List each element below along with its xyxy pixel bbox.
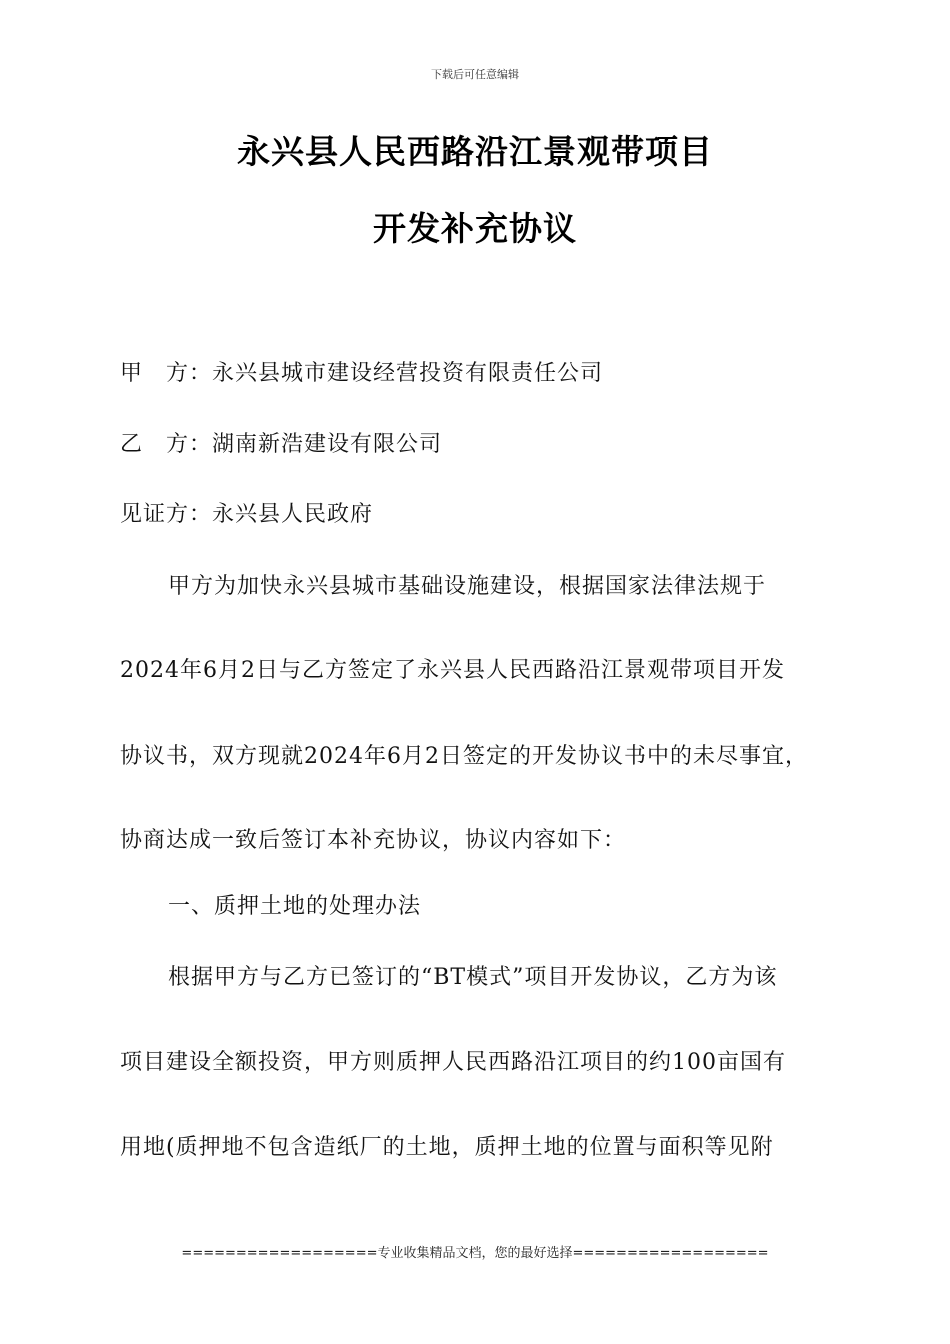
- party-a-line: 甲 方：永兴县城市建设经营投资有限责任公司: [120, 361, 604, 386]
- intro-paragraph-line: 甲方为加快永兴县城市基础设施建设，根据国家法律法规于: [168, 574, 767, 599]
- party-b-line: 乙 方：湖南新浩建设有限公司: [120, 432, 443, 457]
- witness-line: 见证方：永兴县人民政府: [120, 502, 374, 527]
- download-note: 下载后可任意编辑: [431, 68, 519, 81]
- section1-paragraph-line: 用地(质押地不包含造纸厂的土地，质押土地的位置与面积等见附: [120, 1135, 774, 1160]
- document-title-line2: 开发补充协议: [373, 209, 577, 248]
- section1-paragraph-line: 项目建设全额投资，甲方则质押人民西路沿江项目的约100亩国有: [120, 1050, 786, 1075]
- intro-paragraph-line: 协商达成一致后签订本补充协议，协议内容如下：: [120, 828, 627, 853]
- section1-paragraph-line: 根据甲方与乙方已签订的“BT模式”项目开发协议，乙方为该: [168, 965, 778, 990]
- footer-banner: ==================专业收集精品文档，您的最好选择==================: [181, 1246, 769, 1261]
- intro-paragraph-line: 协议书，双方现就2024年6月2日签定的开发协议书中的未尽事宜，: [120, 744, 808, 769]
- section1-heading: 一、质押土地的处理办法: [168, 894, 422, 919]
- document-title-line1: 永兴县人民西路沿江景观带项目: [237, 132, 713, 171]
- intro-paragraph-line: 2024年6月2日与乙方签定了永兴县人民西路沿江景观带项目开发: [120, 658, 785, 683]
